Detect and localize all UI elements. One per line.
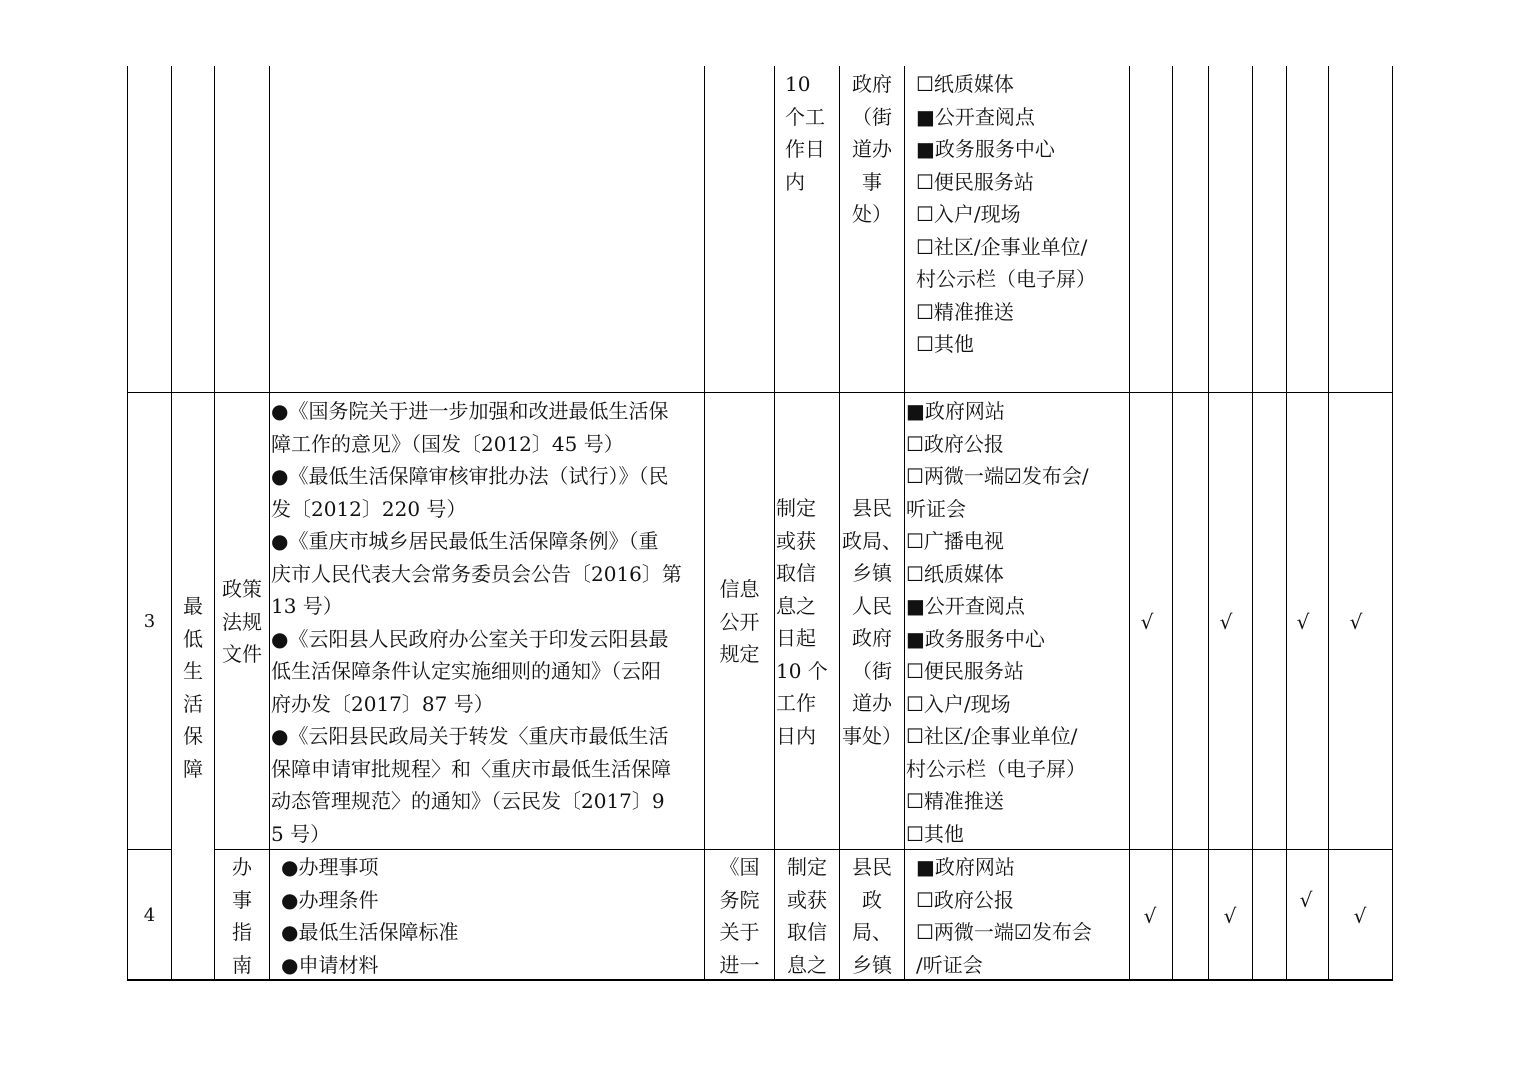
- item-cell: [215, 573, 269, 671]
- basis-line: 务院: [719, 887, 760, 912]
- channels-cell-continued: [916, 68, 1126, 361]
- timeline-line: 取信: [787, 920, 827, 944]
- item-char: 办: [232, 855, 252, 879]
- content-line: 府办发〔2017〕87 号）: [271, 691, 494, 716]
- category-char: 活: [183, 691, 203, 716]
- timeline-line: 或获: [787, 887, 827, 912]
- content-line: ●办理事项: [281, 855, 379, 879]
- category-char: 障: [183, 756, 203, 781]
- channel-option: 村公示栏（电子屏）: [916, 267, 1096, 291]
- channel-option: ☐社区/企事业单位/: [916, 234, 1088, 259]
- channel-option: ■政府网站: [906, 399, 1005, 423]
- subject-line: 政府: [852, 626, 892, 650]
- timeline-line: 作日: [785, 137, 825, 161]
- item-char: 南: [232, 952, 252, 977]
- grid-line: [214, 66, 215, 979]
- grid-line: [127, 66, 128, 979]
- content-line: ●《云阳县民政局关于转发〈重庆市最低生活: [271, 724, 669, 748]
- item-line: 政策: [222, 577, 262, 601]
- timeline-line: 10 个: [776, 658, 828, 683]
- timeline-cell-continued: [785, 68, 837, 198]
- channel-option: /听证会: [916, 952, 983, 977]
- content-line: 13 号）: [271, 594, 343, 618]
- subject-line: 乡镇: [852, 952, 892, 977]
- channel-option: ☐精准推送: [916, 299, 1014, 324]
- channel-option: ☐其他: [916, 332, 974, 356]
- category-char: 最: [183, 594, 203, 618]
- content-line: 庆市人民代表大会常务委员会公告〔2016〕第: [271, 561, 682, 586]
- channel-option: ☐纸质媒体: [916, 72, 1014, 96]
- timeline-line: 内: [785, 169, 805, 194]
- channel-option: ■政务服务中心: [916, 137, 1055, 161]
- grid-line: [1252, 66, 1253, 979]
- content-cell: [271, 395, 703, 850]
- grid-line: [1286, 66, 1287, 979]
- check-mark: √: [1299, 888, 1313, 912]
- subject-cell: [840, 492, 904, 752]
- channel-option: ☐入户/现场: [916, 202, 1021, 226]
- content-line: 发〔2012〕220 号）: [271, 496, 467, 521]
- basis-cell: [705, 573, 774, 671]
- subject-line: （街: [852, 104, 892, 129]
- content-line: 障工作的意见》（国发〔2012〕45 号）: [271, 431, 624, 456]
- grid-line: [1172, 66, 1173, 979]
- content-line: 保障申请审批规程〉和〈重庆市最低生活保障: [271, 756, 671, 781]
- subject-line: 政府: [852, 72, 892, 96]
- channels-cell: [906, 395, 1128, 850]
- check-mark: √: [1349, 610, 1363, 634]
- item-char: 事: [232, 887, 252, 912]
- timeline-line: 或获: [776, 528, 816, 553]
- item-line: 文件: [222, 642, 262, 666]
- timeline-line: 取信: [776, 561, 816, 585]
- check-mark: √: [1223, 904, 1237, 928]
- grid-line: [1392, 66, 1393, 979]
- timeline-line: 工作: [776, 691, 816, 715]
- item-char: 指: [232, 920, 252, 944]
- row-number: 4: [143, 905, 156, 926]
- check-mark: √: [1296, 610, 1310, 634]
- content-line: 5 号）: [271, 821, 331, 846]
- grid-line: [1328, 66, 1329, 979]
- row-number: 3: [143, 611, 156, 632]
- item-line: 法规: [222, 609, 262, 634]
- grid-line: [171, 66, 172, 979]
- channels-cell: [916, 851, 1128, 981]
- channel-option: ☐入户/现场: [906, 691, 1011, 716]
- check-mark: √: [1353, 904, 1367, 928]
- grid-line: [269, 66, 270, 979]
- subject-line: 政局、: [842, 528, 902, 553]
- content-line: ●《国务院关于进一步加强和改进最低生活保: [271, 399, 669, 423]
- content-line: ●《重庆市城乡居民最低生活保障条例》（重: [271, 529, 659, 553]
- content-line: ●《最低生活保障审核审批办法（试行）》（民: [271, 464, 669, 488]
- subject-cell-continued: [840, 68, 904, 231]
- basis-line: 关于: [719, 920, 760, 944]
- item-cell: [215, 851, 269, 981]
- channel-option: ☐社区/企事业单位/: [906, 724, 1078, 748]
- grid-line: [774, 66, 775, 979]
- subject-line: 道办: [852, 137, 892, 161]
- basis-line: 规定: [719, 642, 760, 666]
- timeline-line: 息之: [787, 952, 827, 977]
- content-line: 动态管理规范〉的通知》（云民发〔2017〕9: [271, 789, 665, 813]
- category-char: 低: [183, 626, 203, 651]
- category-cell: [172, 590, 214, 785]
- subject-line: 乡镇: [852, 561, 892, 585]
- subject-line: 政: [862, 887, 882, 912]
- channel-option: ☐其他: [906, 821, 964, 846]
- grid-line: [1129, 66, 1130, 979]
- subject-line: 处）: [852, 202, 892, 226]
- timeline-line: 息之: [776, 593, 816, 618]
- channel-option: ■政务服务中心: [906, 626, 1045, 651]
- grid-line: [1208, 66, 1209, 979]
- channel-option: ☐广播电视: [906, 529, 1004, 553]
- channel-option: ■公开查阅点: [906, 594, 1025, 618]
- channel-option: ☐便民服务站: [916, 169, 1034, 194]
- basis-line: 进一: [719, 952, 760, 977]
- subject-cell: [840, 851, 904, 981]
- subject-line: 道办: [852, 691, 892, 715]
- content-cell: [281, 851, 701, 981]
- basis-line: 《国: [719, 855, 760, 879]
- timeline-line: 制定: [787, 855, 827, 879]
- row-divider: [127, 849, 171, 850]
- subject-line: 人民: [852, 593, 892, 618]
- row-divider: [127, 392, 1393, 393]
- timeline-line: 个工: [785, 104, 825, 129]
- channel-option: ☐精准推送: [906, 789, 1004, 813]
- check-mark: √: [1219, 610, 1233, 634]
- channel-option: 村公示栏（电子屏）: [906, 756, 1086, 781]
- subject-line: （街: [852, 658, 892, 683]
- basis-line: 信息: [719, 577, 760, 601]
- timeline-line: 10: [785, 72, 811, 96]
- category-char: 生: [183, 659, 203, 683]
- basis-line: 公开: [719, 609, 760, 634]
- content-line: ●《云阳县人民政府办公室关于印发云阳县最: [271, 626, 669, 651]
- timeline-cell: [775, 851, 839, 981]
- subject-line: 县民: [852, 496, 892, 520]
- subject-line: 事处）: [842, 723, 902, 748]
- subject-line: 事: [862, 169, 882, 194]
- basis-cell: [705, 851, 774, 981]
- channel-option: 听证会: [906, 496, 966, 521]
- content-line: 低生活保障条件认定实施细则的通知》（云阳: [271, 659, 661, 683]
- grid-line: [704, 66, 705, 979]
- subject-line: 局、: [852, 920, 892, 944]
- category-char: 保: [183, 724, 203, 748]
- channel-option: ■政府网站: [916, 855, 1015, 879]
- timeline-line: 制定: [776, 496, 816, 520]
- channel-option: ☐两微一端☑发布会: [916, 920, 1092, 944]
- channel-option: ■公开查阅点: [916, 104, 1035, 129]
- content-line: ●申请材料: [281, 952, 379, 977]
- channel-option: ☐政府公报: [916, 887, 1014, 912]
- timeline-line: 日起: [776, 626, 816, 650]
- check-mark: √: [1140, 610, 1154, 634]
- check-mark: √: [1143, 904, 1157, 928]
- subject-line: 县民: [852, 855, 892, 879]
- channel-option: ☐两微一端☑发布会/: [906, 464, 1089, 488]
- content-line: ●办理条件: [281, 887, 379, 912]
- grid-line: [904, 66, 905, 979]
- timeline-cell: [776, 492, 838, 752]
- timeline-line: 日内: [776, 723, 816, 748]
- channel-option: ☐纸质媒体: [906, 561, 1004, 586]
- content-line: ●最低生活保障标准: [281, 920, 459, 944]
- channel-option: ☐便民服务站: [906, 659, 1024, 683]
- channel-option: ☐政府公报: [906, 431, 1004, 456]
